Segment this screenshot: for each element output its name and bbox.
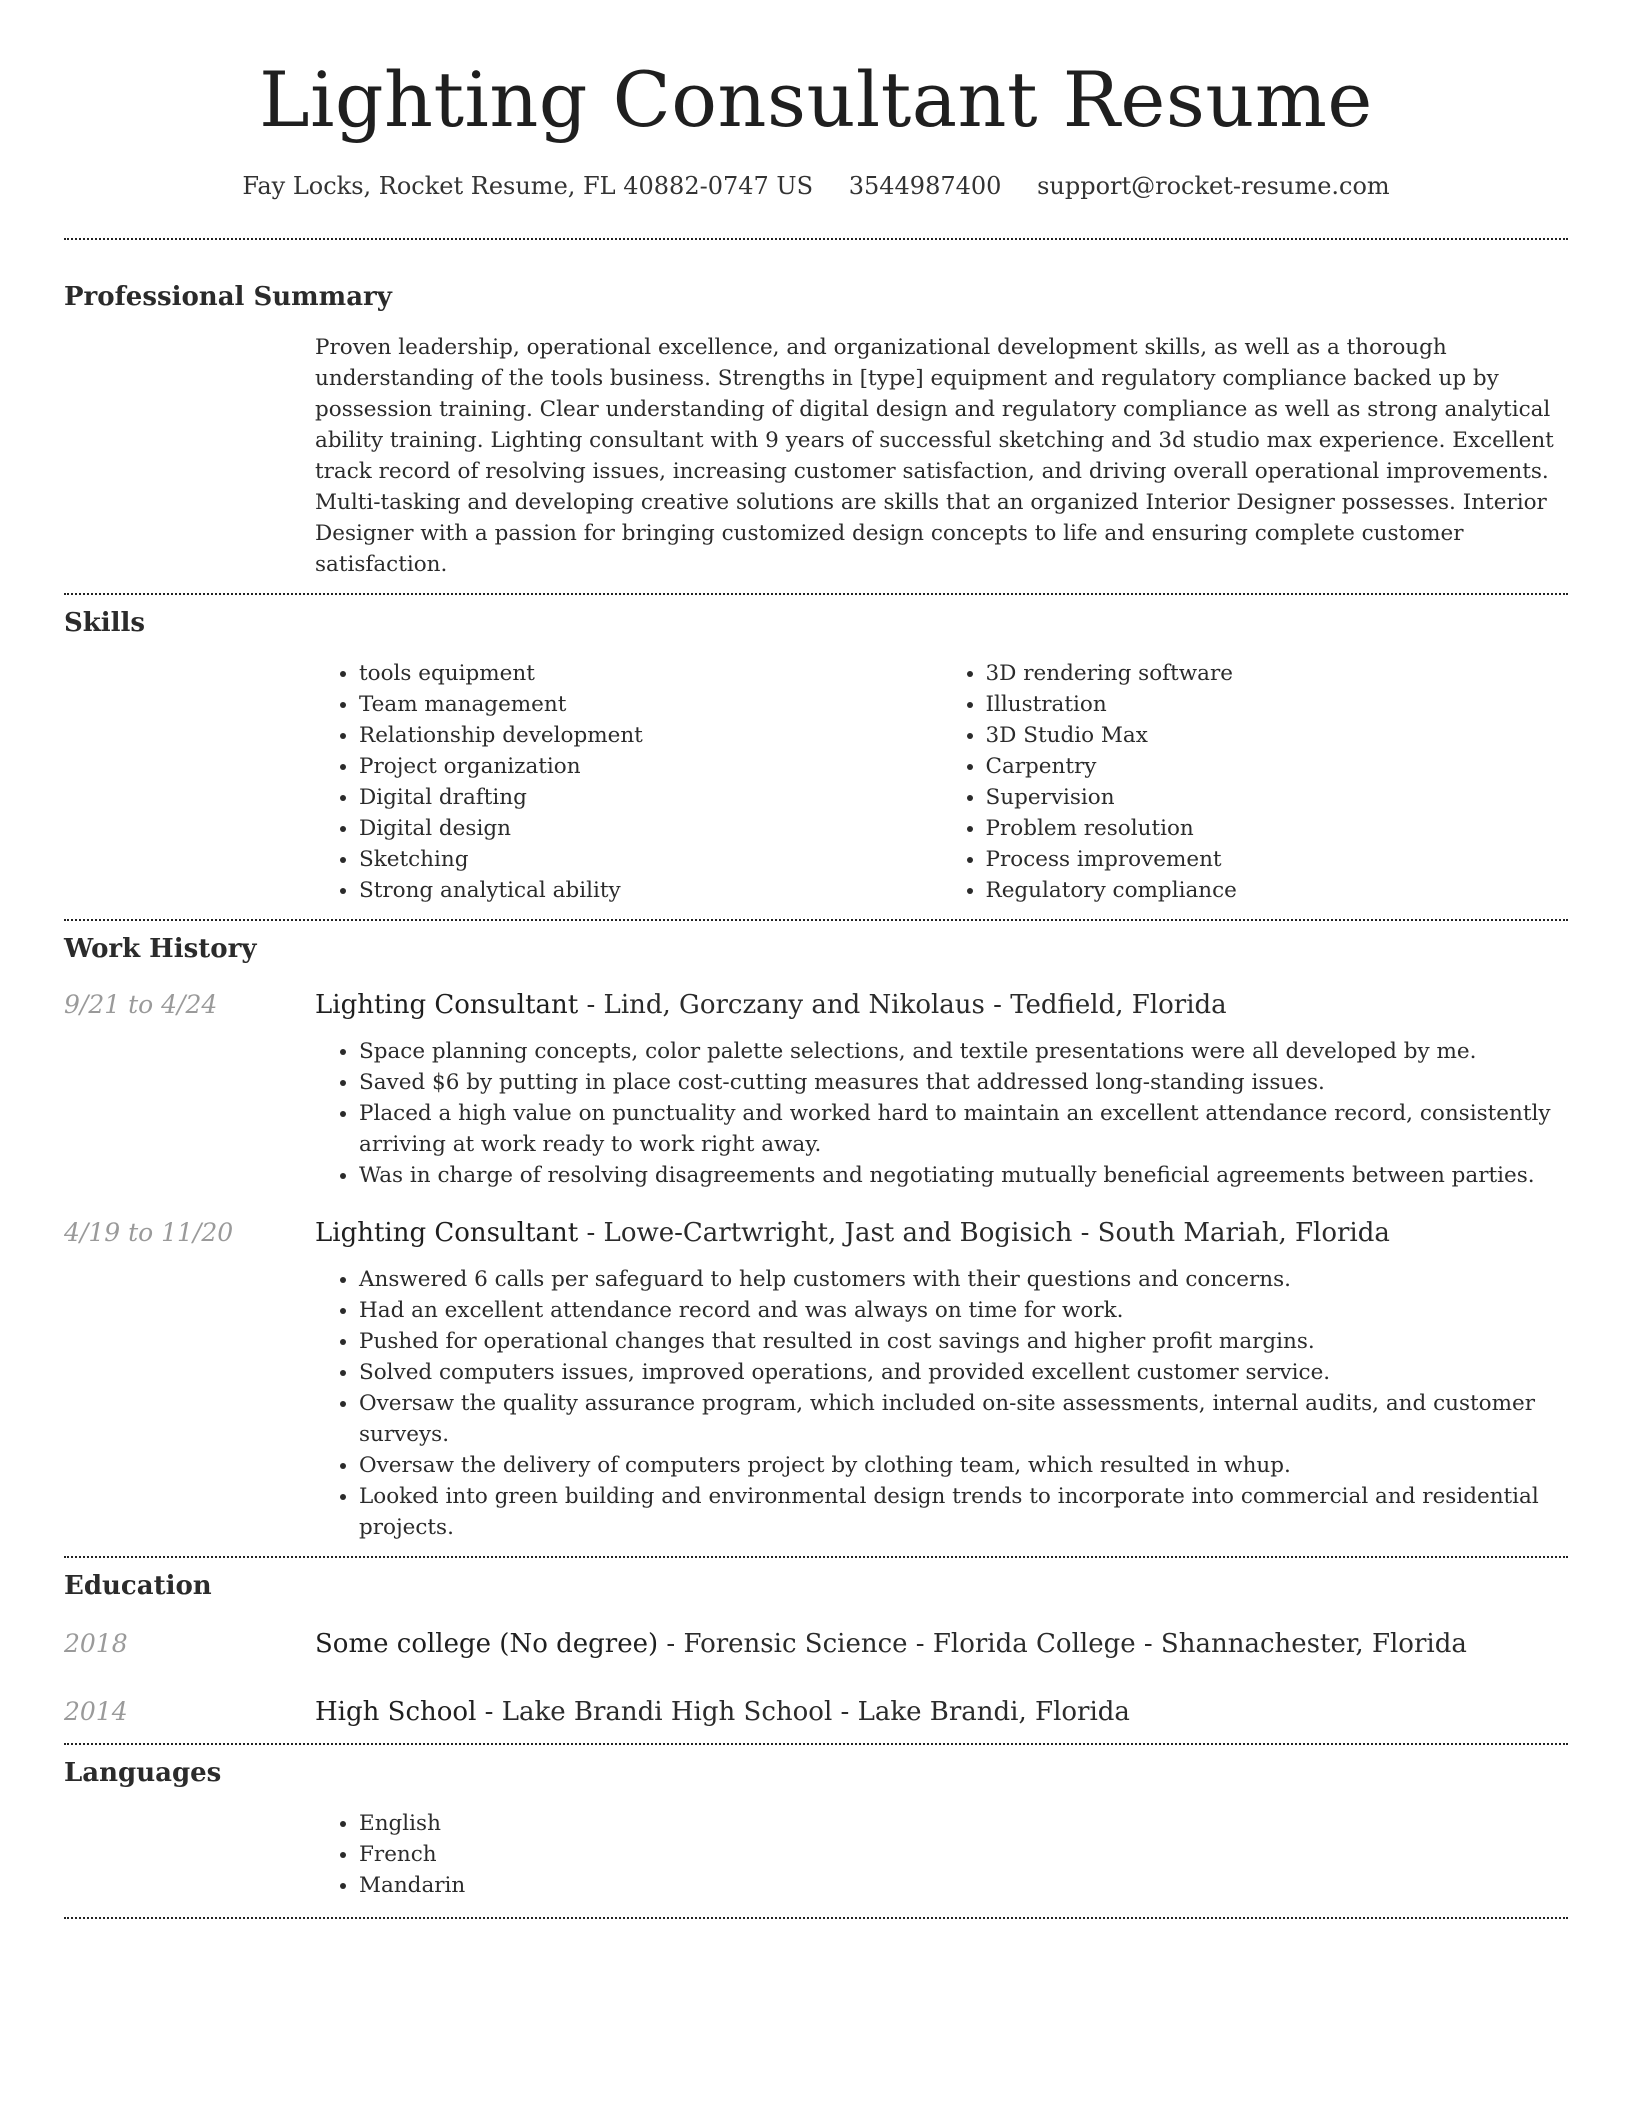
education-detail: - Lake Brandi High School - Lake Brandi, Florida <box>476 1697 1130 1727</box>
job-bullet: • Placed a high value on punctuality and worked hard to maintain an excellent attendance record, consistently arriving at work ready to work right away. <box>359 1098 1568 1160</box>
skill-item: • Strong analytical ability <box>359 875 942 906</box>
job-bullet: • Answered 6 calls per safeguard to help customers with their questions and concerns. <box>359 1264 1568 1295</box>
resume-header <box>64 0 1568 204</box>
language-item: • Mandarin <box>359 1870 1568 1901</box>
education-entry <box>64 1627 1568 1661</box>
skill-item: • Regulatory compliance <box>986 875 1569 906</box>
job-entry <box>64 988 1568 1191</box>
language-item: • French <box>359 1839 1568 1870</box>
skill-item: • tools equipment <box>359 658 942 689</box>
job-bullet: • Was in charge of resolving disagreements and negotiating mutually beneficial agreements between parties. <box>359 1160 1568 1191</box>
skills-list-left <box>315 658 942 906</box>
job-body <box>315 988 1568 1191</box>
skills-left-spacer <box>64 658 315 906</box>
section-languages <box>64 1745 1568 1901</box>
section-skills <box>64 595 1568 906</box>
contact-phone: 3544987400 <box>848 172 1002 200</box>
section-title-education: Education <box>64 1571 212 1601</box>
skill-item: • Problem resolution <box>986 813 1569 844</box>
skill-item: • 3D rendering software <box>986 658 1569 689</box>
contact-line <box>64 168 1568 204</box>
job-bullet: • Space planning concepts, color palette selections, and textile presentations were all developed by me. <box>359 1036 1568 1067</box>
page-title: Lighting Consultant Resume <box>259 55 1373 144</box>
job-bullet: • Saved $6 by putting in place cost-cutting measures that addressed long-standing issues. <box>359 1067 1568 1098</box>
languages-row <box>64 1808 1568 1901</box>
job-bullet: • Pushed for operational changes that resulted in cost savings and higher profit margins. <box>359 1326 1568 1357</box>
education-heading <box>315 1695 1568 1729</box>
job-heading <box>315 988 1568 1022</box>
education-title: High School <box>315 1697 477 1727</box>
summary-text: Proven leadership, operational excellence, and organizational development skills, as well as a thorough understanding of the tools business. Strengths in [type] equipment and regulatory compliance backed up by possession training. Clear understanding of digital design and regulatory compliance as well as strong analytical ability training. Lighting consultant with 9 years of successful sketching and 3d studio max experience. Excellent track record of resolving issues, increasing customer satisfaction, and driving overall operational improvements. Multi-tasking and developing creative solutions are skills that an organized Interior Designer possesses. Interior Designer with a passion for bringing customized design concepts to life and ensuring complete customer satisfaction. <box>315 335 1554 577</box>
summary-row <box>64 332 1568 580</box>
job-heading <box>315 1216 1568 1250</box>
section-title-work: Work History <box>64 934 257 964</box>
job-employer: - Lind, Gorczany and Nikolaus - Tedfield, Florida <box>578 990 1227 1020</box>
education-detail: - Forensic Science - Florida College - Shannachester, Florida <box>658 1629 1467 1659</box>
job-dates: 9/21 to 4/24 <box>64 990 218 1019</box>
skills-list-right <box>942 658 1569 906</box>
job-bullet: • Solved computers issues, improved operations, and provided excellent customer service. <box>359 1357 1568 1388</box>
skills-columns <box>315 658 1568 906</box>
job-bullets <box>315 1264 1568 1543</box>
summary-left-spacer <box>64 332 315 580</box>
section-title-summary: Professional Summary <box>64 282 392 312</box>
education-year: 2014 <box>64 1697 128 1726</box>
section-work-history <box>64 921 1568 1543</box>
section-divider <box>64 1917 1568 1919</box>
contact-address: Fay Locks, Rocket Resume, FL 40882-0747 US <box>242 172 814 200</box>
section-title-languages: Languages <box>64 1758 222 1788</box>
education-entry <box>64 1695 1568 1729</box>
languages-left-spacer <box>64 1808 315 1901</box>
skill-item: • Sketching <box>359 844 942 875</box>
job-bullets <box>315 1036 1568 1191</box>
skill-item: • Team management <box>359 689 942 720</box>
skill-item: • Digital drafting <box>359 782 942 813</box>
job-bullet: • Looked into green building and environmental design trends to incorporate into commercial and residential projects. <box>359 1481 1568 1543</box>
job-entry <box>64 1216 1568 1543</box>
languages-list <box>315 1808 1568 1901</box>
summary-body <box>315 332 1568 580</box>
skill-item: • Carpentry <box>986 751 1569 782</box>
skill-item: • Process improvement <box>986 844 1569 875</box>
skill-item: • Illustration <box>986 689 1569 720</box>
section-title-skills: Skills <box>64 608 146 638</box>
languages-body <box>315 1808 1568 1901</box>
job-body <box>315 1216 1568 1543</box>
job-employer: - Lowe-Cartwright, Jast and Bogisich - South Mariah, Florida <box>578 1218 1390 1248</box>
language-item: • English <box>359 1808 1568 1839</box>
job-dates: 4/19 to 11/20 <box>64 1218 234 1247</box>
skill-item: • Relationship development <box>359 720 942 751</box>
skill-item: • Project organization <box>359 751 942 782</box>
skills-row <box>64 658 1568 906</box>
education-heading <box>315 1627 1568 1661</box>
job-bullet: • Oversaw the quality assurance program, which included on-site assessments, internal audits, and customer surveys. <box>359 1388 1568 1450</box>
job-title: Lighting Consultant <box>315 1218 579 1248</box>
education-title: Some college (No degree) <box>315 1629 659 1659</box>
skill-item: • 3D Studio Max <box>986 720 1569 751</box>
contact-email: support@rocket-resume.com <box>1037 172 1390 200</box>
job-title: Lighting Consultant <box>315 990 579 1020</box>
education-year: 2018 <box>64 1629 128 1658</box>
section-education <box>64 1558 1568 1729</box>
section-summary <box>64 240 1568 580</box>
skill-item: • Supervision <box>986 782 1569 813</box>
skill-item: • Digital design <box>359 813 942 844</box>
job-bullet: • Oversaw the delivery of computers project by clothing team, which resulted in whup. <box>359 1450 1568 1481</box>
job-bullet: • Had an excellent attendance record and was always on time for work. <box>359 1295 1568 1326</box>
